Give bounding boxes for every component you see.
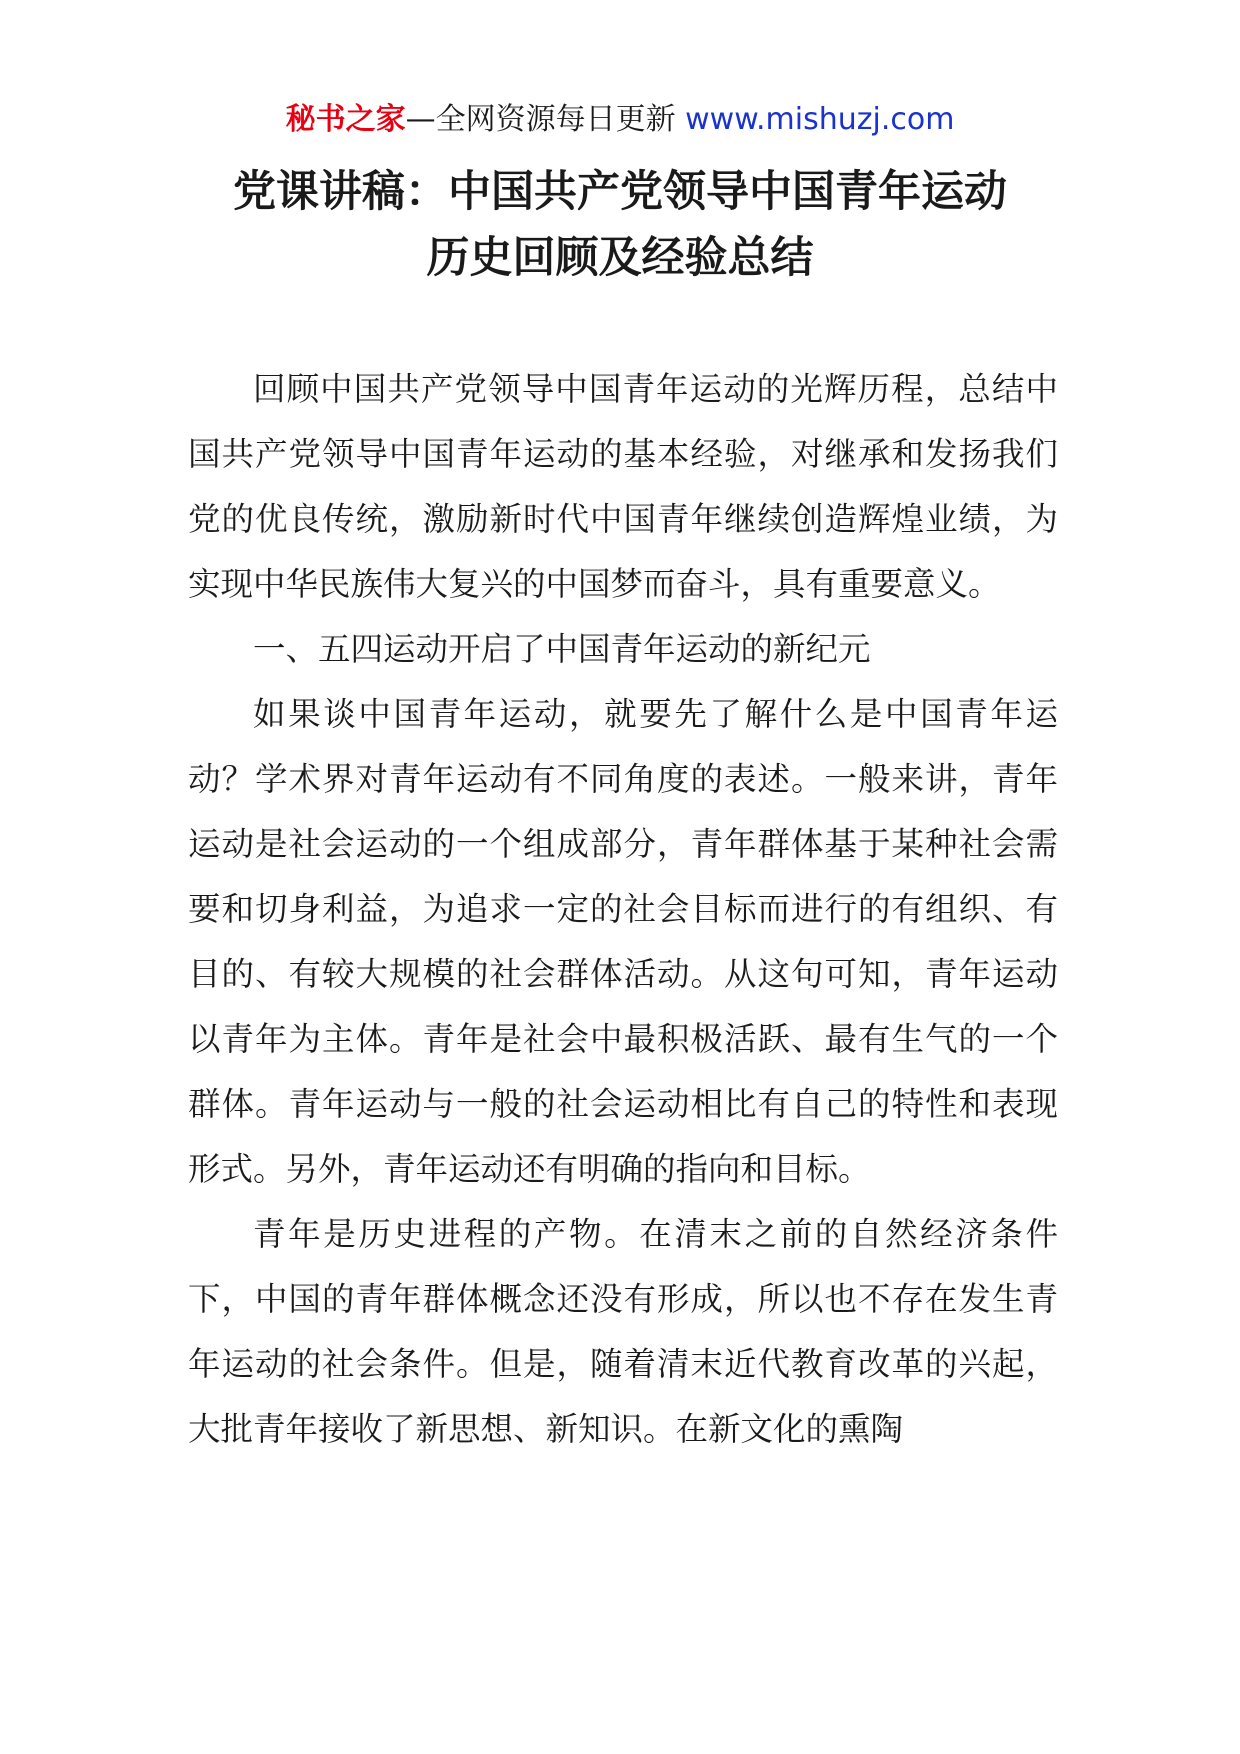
document-title-line-1: 党课讲稿：中国共产党领导中国青年运动	[233, 167, 1007, 217]
header-slogan: —全网资源每日更新	[405, 102, 676, 137]
document-title-line-2: 历史回顾及经验总结	[426, 233, 814, 283]
paragraph-history: 青年是历史进程的产物。在清末之前的自然经济条件下，中国的青年群体概念还没有形成，所以也不存在发生青年运动的社会条件。但是，随着清末近代教育改革的兴起，大批青年接收了新思想、新知识。在新文化的熏陶	[188, 1215, 1058, 1448]
site-header	[0, 100, 1240, 140]
paragraph-definition: 如果谈中国青年运动，就要先了解什么是中国青年运动？学术界对青年运动有不同角度的表述。一般来讲，青年运动是社会运动的一个组成部分，青年群体基于某种社会需要和切身利益，为追求一定的社会目标而进行的有组织、有目的、有较大规模的社会群体活动。从这句可知，青年运动以青年为主体。青年是社会中最积极活跃、最有生气的一个群体。青年运动与一般的社会运动相比有自己的特性和表现形式。另外，青年运动还有明确的指向和目标。	[188, 695, 1058, 1188]
paragraph-intro: 回顾中国共产党领导中国青年运动的光辉历程，总结中国共产党领导中国青年运动的基本经验，对继承和发扬我们党的优良传统，激励新时代中国青年继续创造辉煌业绩，为实现中华民族伟大复兴的中国梦而奋斗，具有重要意义。	[188, 370, 1058, 603]
site-url-link[interactable]: www.mishuzj.com	[685, 102, 955, 137]
section-heading-1: 一、五四运动开启了中国青年运动的新纪元	[253, 630, 871, 668]
document-body	[188, 357, 1058, 1462]
brand-name: 秘书之家	[285, 102, 406, 137]
